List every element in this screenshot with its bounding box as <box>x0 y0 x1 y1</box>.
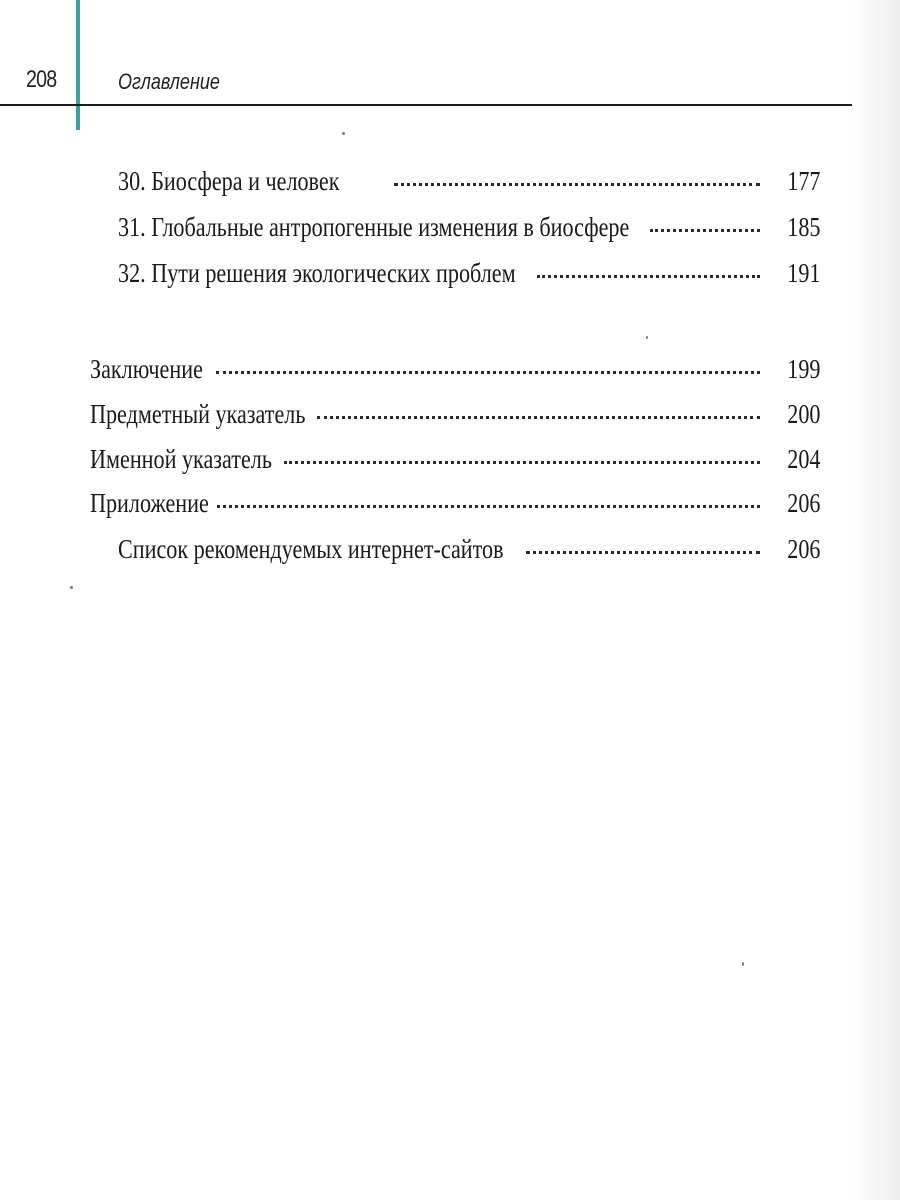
toc-entry-page: 206 <box>786 488 820 518</box>
toc-entry-page: 206 <box>786 534 820 564</box>
toc-entry-label: Список рекомендуемых интернет-сайтов <box>118 534 504 564</box>
page-edge-shadow <box>852 0 900 1200</box>
toc-entry-label: Именной указатель <box>90 444 272 474</box>
toc-entry-conclusion[interactable] <box>90 354 820 394</box>
dot-leader <box>394 183 760 186</box>
toc-entry-name-index[interactable] <box>90 444 820 484</box>
dot-leader <box>537 275 760 278</box>
toc-entry-subject-index[interactable] <box>90 399 820 439</box>
running-header <box>0 0 852 108</box>
scan-speck <box>742 962 744 966</box>
toc-entry-chapter-32[interactable] <box>118 258 820 298</box>
scan-speck <box>342 132 345 135</box>
dot-leader <box>216 371 760 374</box>
toc-entry-page: 191 <box>786 258 820 288</box>
toc-entry-label: Предметный указатель <box>90 399 306 429</box>
toc-entry-chapter-31[interactable] <box>118 212 820 252</box>
scan-speck <box>70 586 73 589</box>
toc-entry-appendix[interactable] <box>90 488 820 528</box>
toc-entry-page: 200 <box>786 399 820 429</box>
dot-leader <box>217 505 760 508</box>
toc-entry-label: 31. Глобальные антропогенные изменения в биосфере <box>118 212 630 242</box>
scan-speck <box>646 336 648 339</box>
page-number: 208 <box>26 66 57 93</box>
toc-entry-label: 30. Биосфера и человек <box>118 166 340 196</box>
toc-entry-chapter-30[interactable] <box>118 166 820 206</box>
toc-entry-page: 199 <box>786 354 820 384</box>
header-divider <box>0 104 852 106</box>
dot-leader <box>284 461 760 464</box>
toc-entry-label: Заключение <box>90 354 203 384</box>
toc-entry-page: 177 <box>786 166 820 196</box>
toc-entry-label: 32. Пути решения экологических проблем <box>118 258 516 288</box>
dot-leader <box>526 551 760 554</box>
header-accent-rule <box>76 0 80 130</box>
toc-entry-label: Приложение <box>90 488 209 518</box>
section-title: Оглавление <box>118 69 220 94</box>
toc-entry-page: 185 <box>786 212 820 242</box>
toc-entry-page: 204 <box>786 444 820 474</box>
dot-leader <box>317 416 760 419</box>
toc-entry-recommended-sites[interactable] <box>118 534 820 574</box>
dot-leader <box>650 229 760 232</box>
